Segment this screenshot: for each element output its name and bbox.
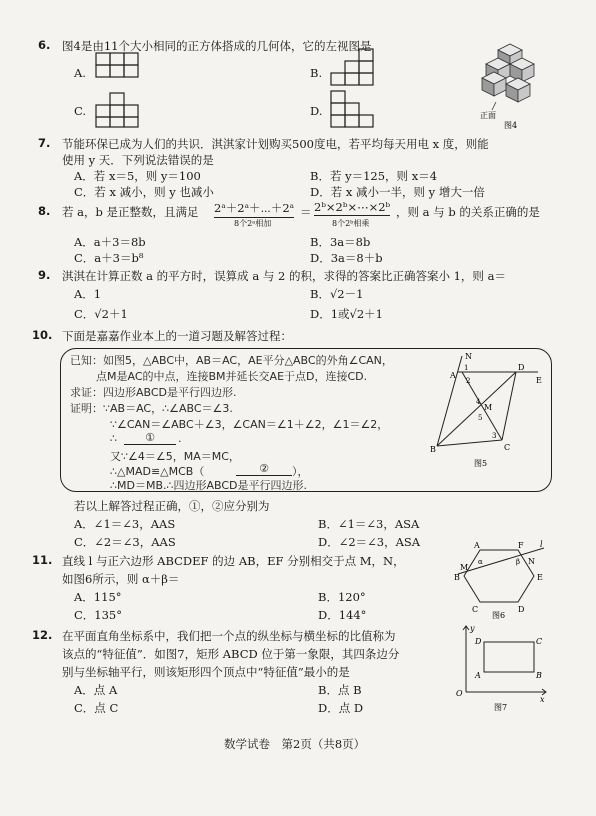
q8-option-c: C．a＋3＝b⁸	[74, 251, 144, 265]
q10-after-text: 若以上解答过程正确，①，②应分别为	[74, 499, 270, 513]
fig6-label-n: N	[528, 557, 535, 566]
q8-product-underbrace-label: 8个2ᵇ相乘	[332, 219, 370, 228]
q7-line2: 使用 y 天．下列说法错误的是	[62, 153, 214, 167]
q11-option-c: C．135°	[74, 608, 122, 622]
figure-6-hexagon	[452, 538, 548, 620]
figure-4-front-label: 正面	[480, 111, 496, 120]
q8-sum-expression: 2ᵃ＋2ᵃ＋⋯＋2ᵃ	[214, 200, 294, 218]
q9-number: 9.	[38, 268, 51, 282]
fig5-label-a: A	[450, 371, 456, 380]
q10-given-line2: 点M是AC的中点，连接BM并延长交AE于点D，连接CD.	[96, 370, 368, 383]
q10-number: 10.	[32, 328, 53, 342]
q10-proof-line1: 证明：∵AB＝AC，∴∠ABC＝∠3.	[70, 402, 233, 415]
q10-proof-line3-prefix: ∴	[110, 432, 117, 445]
fig6-label-beta: β	[516, 558, 521, 566]
q10-prove-line: 求证：四边形ABCD是平行四边形.	[70, 386, 237, 399]
figure-5-caption: 图5	[474, 459, 488, 468]
fig7-label-y: y	[470, 624, 475, 633]
fig5-label-2: 2	[466, 377, 471, 385]
fig6-label-alpha: α	[478, 558, 483, 566]
q6-option-c-label: C.	[74, 104, 87, 118]
q12-option-c: C．点 C	[74, 701, 119, 715]
q10-option-b: B．∠1＝∠3，ASA	[318, 517, 420, 531]
q11-line1: 直线 l 与正六边形 ABCDEF 的边 AB，EF 分别相交于点 M，N，	[62, 554, 405, 568]
q10-blank-1: ①	[124, 431, 176, 445]
q10-proof-line3-suffix: .	[178, 432, 182, 445]
q8-product-expression: 2ᵇ×2ᵇ×⋯×2ᵇ	[314, 200, 391, 214]
fig7-label-x: x	[540, 695, 545, 704]
q8-option-d: D．3a＝8＋b	[310, 251, 383, 265]
fig6-label-l: l	[540, 540, 543, 549]
q7-option-b: B．若 y＝125，则 x＝4	[310, 169, 438, 183]
figure-7-caption: 图7	[494, 703, 508, 712]
fig6-label-m: M	[460, 563, 469, 572]
q7-option-d: D．若 x 减小一半，则 y 增大一倍	[310, 185, 485, 199]
q7-option-c: C．若 x 减小，则 y 也减小	[74, 185, 214, 199]
q8-option-b: B．3a＝8b	[310, 235, 371, 249]
q6-option-c-figure	[95, 92, 139, 128]
fig5-label-e: E	[536, 376, 542, 385]
figure-5-parallelogram	[424, 350, 548, 472]
q9-option-b: B．√2－1	[310, 287, 364, 301]
fig7-label-b: B	[536, 671, 542, 680]
q6-option-d-figure	[330, 90, 374, 130]
q11-option-b: B．120°	[318, 590, 366, 604]
q8-equals: ＝	[300, 205, 312, 219]
q6-option-b-label: B.	[310, 66, 323, 80]
q9-stem: 淇淇在计算正数 a 的平方时，误算成 a 与 2 的积，求得的答案比正确答案小 1，则 a＝	[62, 269, 506, 283]
q11-number: 11.	[32, 553, 53, 567]
q10-option-a: A．∠1＝∠3，AAS	[74, 517, 176, 531]
fig7-label-a: A	[475, 671, 481, 680]
fig5-label-n: N	[465, 352, 472, 361]
fig6-label-c: C	[472, 605, 479, 614]
fig7-label-d: D	[475, 637, 482, 646]
fig5-label-b: B	[430, 445, 436, 454]
q10-option-d: D．∠2＝∠3，ASA	[318, 535, 421, 549]
q8-option-a: A．a＋3＝8b	[74, 235, 146, 249]
fig5-label-d: D	[518, 363, 525, 372]
q10-option-c: C．∠2＝∠3，AAS	[74, 535, 176, 549]
fig5-label-1: 1	[464, 364, 469, 372]
q10-proof-line5-prefix: ∴△MAD≌△MCB（	[110, 465, 205, 478]
q11-option-a: A．115°	[74, 590, 122, 604]
fig6-label-f: F	[518, 541, 524, 550]
q10-stem: 下面是嘉嘉作业本上的一道习题及解答过程：	[62, 329, 292, 343]
q12-line1: 在平面直角坐标系中，我们把一个点的纵坐标与横坐标的比值称为	[62, 629, 396, 643]
q12-option-a: A．点 A	[74, 683, 118, 697]
q11-line2: 如图6所示，则 α＋β＝	[62, 572, 180, 586]
fig6-label-b: B	[454, 573, 460, 582]
figure-7-coordinate-plane	[450, 622, 550, 714]
figure-4-caption: 图4	[504, 121, 518, 130]
q12-line3: 别与坐标轴平行，则该矩形四个顶点中“特征值”最小的是	[62, 665, 350, 679]
q7-line1: 节能环保已成为人们的共识．淇淇家计划购买500度电，若平均每天用电 x 度，则能	[62, 137, 489, 151]
q12-line2: 该点的“特征值”．如图7，矩形 ABCD 位于第一象限，其四条边分	[62, 647, 400, 661]
fig7-label-o: O	[456, 689, 463, 698]
fig5-label-5: 5	[478, 414, 483, 422]
q7-option-a: A．若 x＝5，则 y＝100	[74, 169, 201, 183]
q9-option-d: D．1或√2＋1	[310, 307, 383, 321]
q6-option-a-label: A.	[74, 66, 86, 80]
q6-option-b-figure	[330, 48, 374, 88]
q10-given-line1: 已知：如图5，△ABC中，AB＝AC，AE平分△ABC的外角∠CAN，	[70, 354, 393, 367]
fig7-label-c: C	[536, 637, 543, 646]
q11-option-d: D．144°	[318, 608, 367, 622]
q8-number: 8.	[38, 204, 51, 218]
q12-option-b: B．点 B	[318, 683, 362, 697]
fig6-label-e: E	[537, 573, 543, 582]
q10-proof-line6: ∴MD＝MB.∴四边形ABCD是平行四边形.	[110, 479, 308, 492]
q8-sum-underbrace-label: 8个2ᵃ相加	[234, 219, 272, 228]
q6-stem: 图4是由11个大小相同的正方体搭成的几何体，它的左视图是	[62, 39, 372, 53]
q9-option-c: C．√2＋1	[74, 307, 128, 321]
q12-option-d: D．点 D	[318, 701, 364, 715]
q10-proof-line5-suffix: ），	[292, 465, 309, 478]
fig6-label-d: D	[518, 605, 525, 614]
fig5-label-m: M	[484, 403, 493, 412]
q6-option-d-label: D.	[310, 104, 323, 118]
q12-number: 12.	[32, 628, 53, 642]
page-footer: 数学试卷 第2页（共8页）	[224, 737, 366, 751]
fig6-label-a: A	[474, 541, 480, 550]
q6-number: 6.	[38, 38, 51, 52]
fig5-label-4: 4	[476, 398, 481, 406]
q8-post: ，则 a 与 b 的关系正确的是	[396, 205, 540, 219]
q7-number: 7.	[38, 136, 51, 150]
q9-option-a: A．1	[74, 287, 102, 301]
q8-pre: 若 a，b 是正整数，且满足	[62, 205, 199, 219]
fig5-label-3: 3	[492, 432, 497, 440]
q10-proof-line4: 又∵∠4＝∠5，MA＝MC，	[110, 450, 240, 463]
q10-blank-2: ②	[236, 462, 292, 476]
fig5-label-c: C	[504, 443, 511, 452]
figure-6-caption: 图6	[492, 611, 506, 620]
figure-4-cubes	[478, 40, 540, 130]
q10-proof-line2: ∵∠CAN＝∠ABC＋∠3，∠CAN＝∠1＋∠2，∠1＝∠2，	[110, 418, 389, 431]
q6-option-a-figure	[95, 52, 139, 86]
